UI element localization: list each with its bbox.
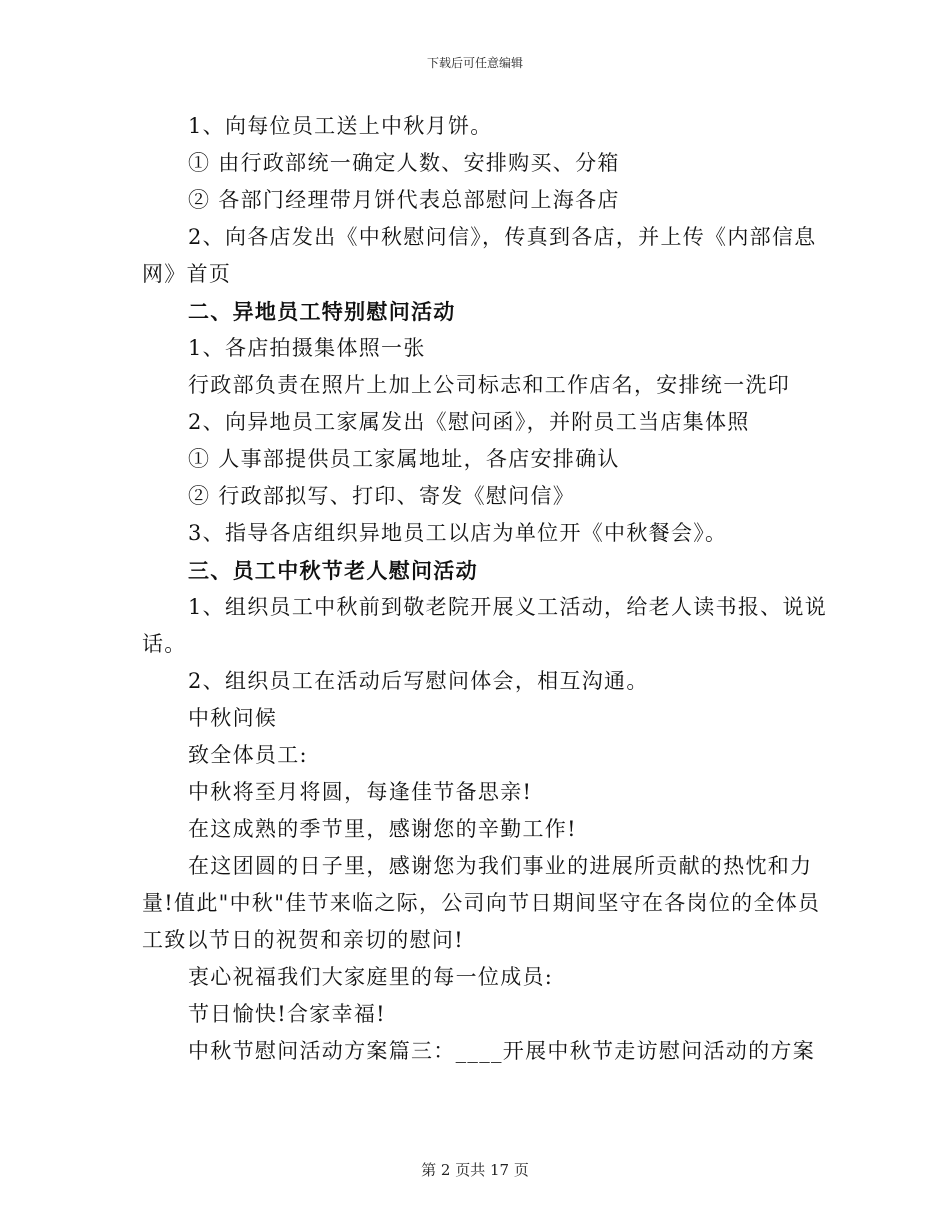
text-line: 在这团圆的日子里，感谢您为我们事业的进展所贡献的热忱和力 bbox=[188, 854, 813, 878]
text-line: 工致以节日的祝贺和亲切的慰问! bbox=[142, 928, 464, 952]
text-line: 量!值此"中秋"佳节来临之际，公司向节日期间坚守在各岗位的全体员 bbox=[142, 891, 821, 915]
text-line: 2、向异地员工家属发出《慰问函》，并附员工当店集体照 bbox=[188, 410, 750, 434]
text-line: 致全体员工: bbox=[188, 743, 308, 767]
text-line: 1、组织员工中秋前到敬老院开展义工活动，给老人读书报、说说 bbox=[188, 595, 828, 619]
text-line: ① 人事部提供员工家属地址，各店安排确认 bbox=[188, 447, 620, 471]
text-line: 中秋节慰问活动方案篇三：____开展中秋节走访慰问活动的方案 bbox=[188, 1039, 815, 1063]
text-line: 1、向每位员工送上中秋月饼。 bbox=[188, 114, 493, 138]
text-line: 节日愉快!合家幸福! bbox=[188, 1002, 386, 1026]
text-line: 在这成熟的季节里，感谢您的辛勤工作! bbox=[188, 817, 577, 841]
text-line: ② 行政部拟写、打印、寄发《慰问信》 bbox=[188, 484, 576, 508]
text-line: 话。 bbox=[142, 632, 187, 656]
text-line: 中秋将至月将圆，每逢佳节备思亲! bbox=[188, 780, 533, 804]
text-line: 中秋问候 bbox=[188, 706, 278, 730]
text-line: 1、各店拍摄集体照一张 bbox=[188, 336, 426, 360]
section-heading: 三、员工中秋节老人慰问活动 bbox=[188, 558, 478, 583]
text-line: ② 各部门经理带月饼代表总部慰问上海各店 bbox=[188, 188, 620, 212]
text-line: ① 由行政部统一确定人数、安排购买、分箱 bbox=[188, 151, 620, 175]
text-line: 行政部负责在照片上加上公司标志和工作店名，安排统一洗印 bbox=[188, 373, 791, 397]
text-line: 2、组织员工在活动后写慰问体会，相互沟通。 bbox=[188, 669, 649, 693]
page-footer: 第 2 页共 17 页 bbox=[421, 1161, 529, 1179]
text-line: 衷心祝福我们大家庭里的每一位成员: bbox=[188, 965, 554, 989]
text-line: 2、向各店发出《中秋慰问信》，传真到各店，并上传《内部信息 bbox=[188, 225, 817, 249]
section-heading: 二、异地员工特别慰问活动 bbox=[188, 299, 456, 324]
document-body bbox=[142, 108, 828, 1070]
page-header: 下载后可任意编辑 bbox=[426, 56, 523, 70]
text-line: 网》首页 bbox=[142, 262, 232, 286]
text-line: 3、指导各店组织异地员工以店为单位开《中秋餐会》。 bbox=[188, 521, 728, 545]
